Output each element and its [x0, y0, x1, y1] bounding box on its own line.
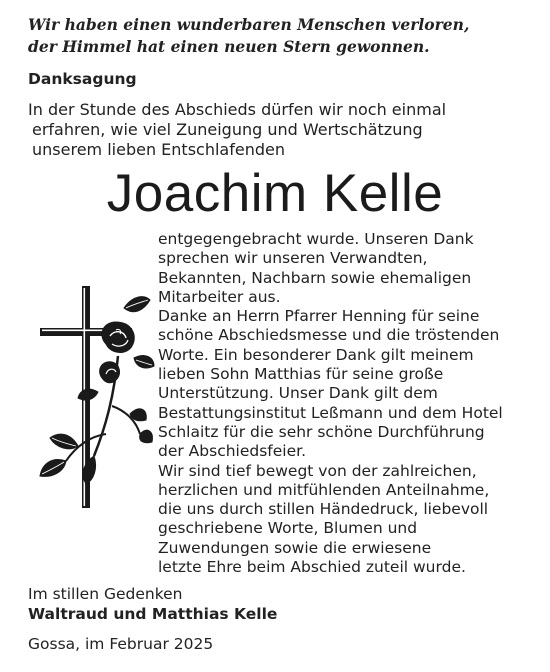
- body-line: Unterstützung. Unser Dank gilt dem: [158, 384, 438, 403]
- body-line: Worte. Ein besonderer Dank gilt meinem: [158, 345, 474, 364]
- body-line: Bekannten, Nachbarn sowie ehemaligen: [158, 268, 472, 287]
- intro-line: erfahren, wie viel Zuneigung und Wertschätzung: [32, 120, 423, 139]
- motto: [28, 14, 538, 58]
- intro-line: unserem lieben Entschlafenden: [32, 140, 285, 159]
- signers: Waltraud und Matthias Kelle: [28, 605, 278, 623]
- body-line: letzte Ehre beim Abschied zuteil wurde.: [158, 558, 466, 577]
- motto-line: Wir haben einen wunderbaren Menschen verloren,: [28, 15, 470, 34]
- closing-block: [28, 584, 528, 624]
- deceased-name: Joachim Kelle: [106, 164, 444, 223]
- body-line: die uns durch stillen Händedruck, liebevoll: [158, 500, 489, 519]
- body-line: Zuwendungen sowie die erwiesene: [158, 538, 432, 557]
- body-line: herzlichen und mitfühlenden Anteilnahme,: [158, 480, 490, 499]
- motto-line: der Himmel hat einen neuen Stern gewonnen.: [28, 37, 430, 56]
- closing-phrase: Im stillen Gedenken: [28, 585, 183, 603]
- body-line: Schlaitz für die sehr schöne Durchführung: [158, 422, 485, 441]
- body-line: geschriebene Worte, Blumen und: [158, 519, 418, 538]
- intro-line: In der Stunde des Abschieds dürfen wir noch einmal: [28, 100, 447, 119]
- heading-danksagung: Danksagung: [28, 70, 137, 88]
- body-line: Danke an Herrn Pfarrer Henning für seine: [158, 307, 480, 326]
- body-line: der Abschiedsfeier.: [158, 442, 307, 461]
- rose-icon: [40, 297, 154, 484]
- body-line: sprechen wir unseren Verwandten,: [158, 249, 428, 268]
- body-line: lieben Sohn Matthias für seine große: [158, 365, 444, 384]
- body-line: Bestattungsinstitut Leßmann und dem Hotel: [158, 403, 503, 422]
- thanks-body: [158, 230, 538, 577]
- body-line: Wir sind tief bewegt von der zahlreichen,: [158, 461, 477, 480]
- body-line: schöne Abschiedsmesse und die tröstenden: [158, 326, 500, 345]
- intro-text: [28, 100, 528, 160]
- body-line: entgegengebracht wurde. Unseren Dank: [158, 230, 474, 248]
- cross-with-rose-icon: [36, 286, 156, 510]
- place-date: Gossa, im Februar 2025: [28, 635, 214, 653]
- body-line: Mitarbeiter aus.: [158, 287, 281, 306]
